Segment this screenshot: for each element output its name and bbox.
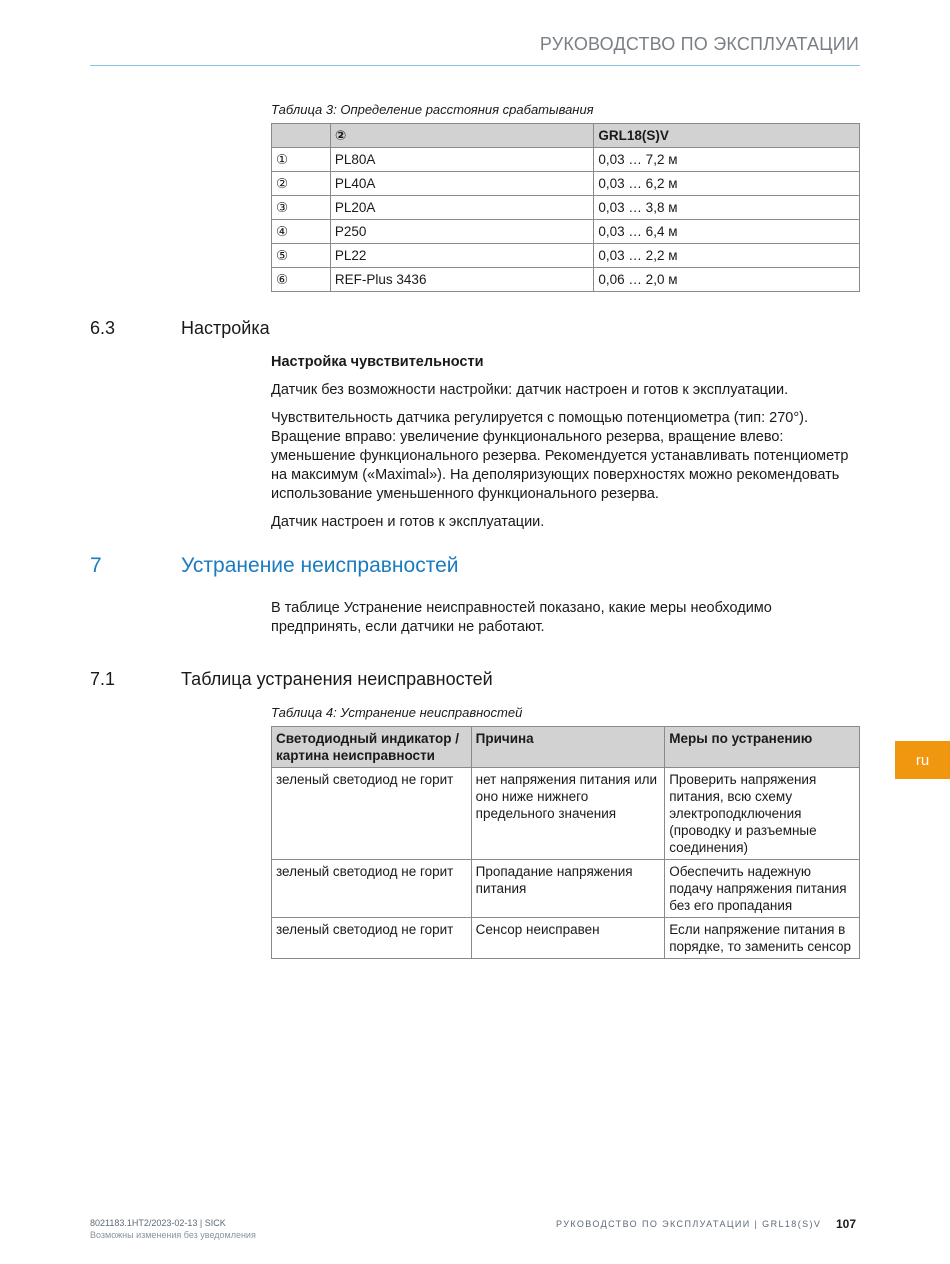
page-number: 107 [836,1217,857,1231]
table-cell: REF-Plus 3436 [330,268,594,292]
table-cell: 0,03 … 3,8 м [594,196,860,220]
table-row [272,148,860,172]
table-row [272,860,860,918]
section-title: Настройка [181,318,270,338]
table-cell: PL20A [330,196,594,220]
table-cell: P250 [330,220,594,244]
table-row [272,268,860,292]
section-number: 7.1 [90,669,116,689]
header-divider [90,65,860,66]
footer-doc-id: 8021183.1HT2/2023-02-13 | SICK [90,1218,226,1228]
table-cell: ② [272,172,331,196]
table-cell: PL80A [330,148,594,172]
table-cell: Сенсор неисправен [471,918,665,959]
chapter-title: Устранение неисправностей [181,554,459,577]
language-tab[interactable] [895,741,950,779]
footer-manual-title: РУКОВОДСТВО ПО ЭКСПЛУАТАЦИИ | GRL18(S)V [556,1219,822,1229]
chapter-number: 7 [90,554,102,577]
table3-header-cell: ② [330,124,594,148]
table3-header-row [272,124,860,148]
table4-header-row [272,727,860,768]
table-cell: зеленый светодиод не горит [272,860,472,918]
chapter7-intro: В таблице Устранение неисправностей показано, какие меры необходимо предпринять, если датчики не работают. [271,600,772,635]
table-cell: 0,03 … 6,4 м [594,220,860,244]
table-row [272,220,860,244]
table-cell: 0,03 … 7,2 м [594,148,860,172]
table-cell: ③ [272,196,331,220]
table-cell: ① [272,148,331,172]
table4-header-cell: Светодиодный индикатор / картина неисправности [272,727,472,768]
paragraph: Датчик без возможности настройки: датчик настроен и готов к эксплуатации. [271,382,789,398]
paragraph: Чувствительность датчика регулируется с помощью потенциометра (тип: 270°). Вращение вправо: увеличение функционального резерва, вращение влево: уменьшение функционального резерва. Рекомендуется устанавливать потенциометр на максимум («Maximal»). На деполяризующих поверхностях можно рекомендовать использование уменьшенного функционального резерва. [271,410,849,502]
running-header-title: РУКОВОДСТВО ПО ЭКСПЛУАТАЦИИ [539,34,859,54]
table-row [272,172,860,196]
table4 [271,726,860,959]
subheading: Настройка чувствительности [271,354,484,370]
table-row [272,244,860,268]
table-row [272,196,860,220]
table-cell: ④ [272,220,331,244]
footer-left [90,1217,256,1241]
table-cell: Обеспечить надежную подачу напряжения питания без его пропадания [665,860,860,918]
table-cell: PL22 [330,244,594,268]
table4-header-cell: Меры по устранению [665,727,860,768]
table-cell: 0,03 … 2,2 м [594,244,860,268]
section-title: Таблица устранения неисправностей [181,669,493,689]
table-cell: Если напряжение питания в порядке, то заменить сенсор [665,918,860,959]
table-cell: зеленый светодиод не горит [272,918,472,959]
table-cell: ⑤ [272,244,331,268]
table3 [271,123,860,292]
table3-caption: Таблица 3: Определение расстояния срабатывания [271,102,594,117]
table3-header-cell: GRL18(S)V [594,124,860,148]
table-cell: PL40A [330,172,594,196]
section63-body [271,353,860,541]
table3-header-cell [272,124,331,148]
table-cell: 0,06 … 2,0 м [594,268,860,292]
table4-caption: Таблица 4: Устранение неисправностей [271,705,523,720]
section-number: 6.3 [90,318,116,338]
table-row [272,918,860,959]
table-cell: нет напряжения питания или оно ниже нижнего предельного значения [471,768,665,860]
footer-note: Возможны изменения без уведомления [90,1230,256,1240]
table-cell: зеленый светодиод не горит [272,768,472,860]
table-cell: 0,03 … 6,2 м [594,172,860,196]
table-cell: Проверить напряжения питания, всю схему электроподключения (проводку и разъемные соединения) [665,768,860,860]
paragraph: Датчик настроен и готов к эксплуатации. [271,514,545,530]
table-cell: ⑥ [272,268,331,292]
table-row [272,768,860,860]
table-cell: Пропадание напряжения питания [471,860,665,918]
language-tab-label: ru [915,751,930,769]
table4-header-cell: Причина [471,727,665,768]
